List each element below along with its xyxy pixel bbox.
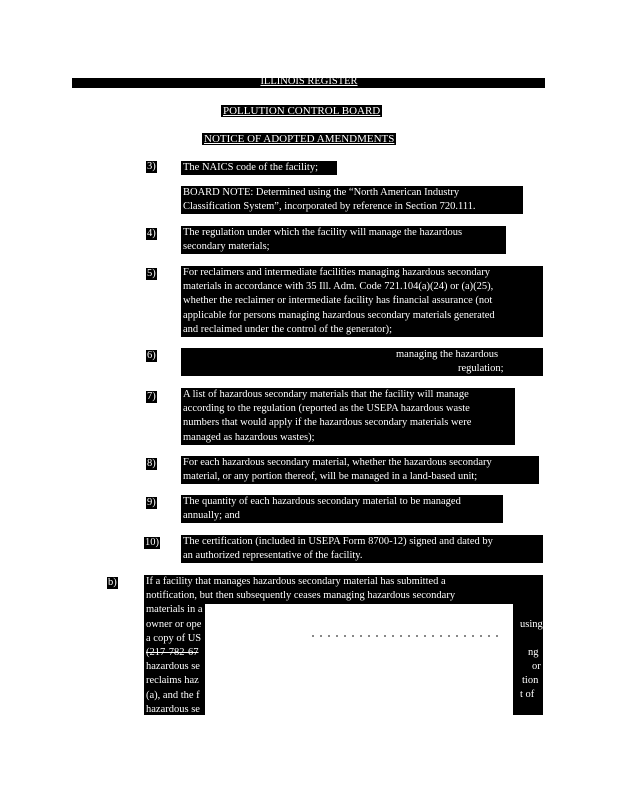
item-text: The quantity of each hazardous secondary material to be managed annually; and (181, 495, 503, 523)
item-text: The regulation under which the facility will manage the hazardous secondary materials; (181, 226, 506, 254)
board-note: BOARD NOTE: Determined using the “North American Industry Classification System”, incorporated by reference in Section 720.111. (181, 186, 523, 214)
item-number: 6) (147, 350, 156, 361)
board-title: POLLUTION CONTROL BOARD (223, 105, 381, 117)
blank-region (205, 604, 513, 716)
register-title: ILLINOIS REGISTER (260, 76, 358, 87)
item-text: The certification (included in USEPA Form 8700-12) signed and dated by an authorized representative of the facility. (181, 535, 543, 563)
scan-noise (312, 635, 502, 637)
section-fragment: using (520, 619, 543, 630)
item-text: For each hazardous secondary material, whether the hazardous secondary material, or any portion thereof, will be managed in a land-based unit; (181, 456, 539, 484)
item-number: 3) (147, 161, 156, 172)
item-text-fragment: managing the hazardous (396, 349, 499, 360)
section-fragment: or (532, 661, 541, 672)
section-text: If a facility that manages hazardous secondary material has submitted a notification, but then subsequently ceases managing hazardous secondary materials in a owner or ope a copy of US (217-782-67 hazardous se reclaims haz (a), and the f hazardous se (144, 575, 543, 715)
item-number: 7) (147, 391, 156, 402)
item-number: 8) (147, 458, 156, 469)
section-fragment: ng (528, 647, 539, 658)
item-text: The NAICS code of the facility; (181, 161, 337, 175)
notice-title: NOTICE OF ADOPTED AMENDMENTS (204, 133, 395, 145)
item-text-fragment: regulation; (458, 363, 504, 374)
item-number: 9) (147, 497, 156, 508)
item-number: 5) (147, 268, 156, 279)
item-number: 4) (147, 228, 156, 239)
section-fragment: tion (522, 675, 539, 686)
section-fragment: t of (520, 689, 535, 700)
item-text: A list of hazardous secondary materials that the facility will manage according to the regulation (reported as the USEPA hazardous waste numbers that would apply if the hazardous secondary materials were managed as hazardous wastes); (181, 388, 515, 445)
item-text: For reclaimers and intermediate facilities managing hazardous secondary materials in accordance with 35 Ill. Adm. Code 721.104(a)(24) or (a)(25), whether the reclaimer or intermediate facility has financial assurance (not applicable for persons managing hazardous secondary materials generated and reclaimed under the control of the generator); (181, 266, 543, 337)
item-number: 10) (145, 537, 159, 548)
section-label: b) (108, 577, 117, 588)
